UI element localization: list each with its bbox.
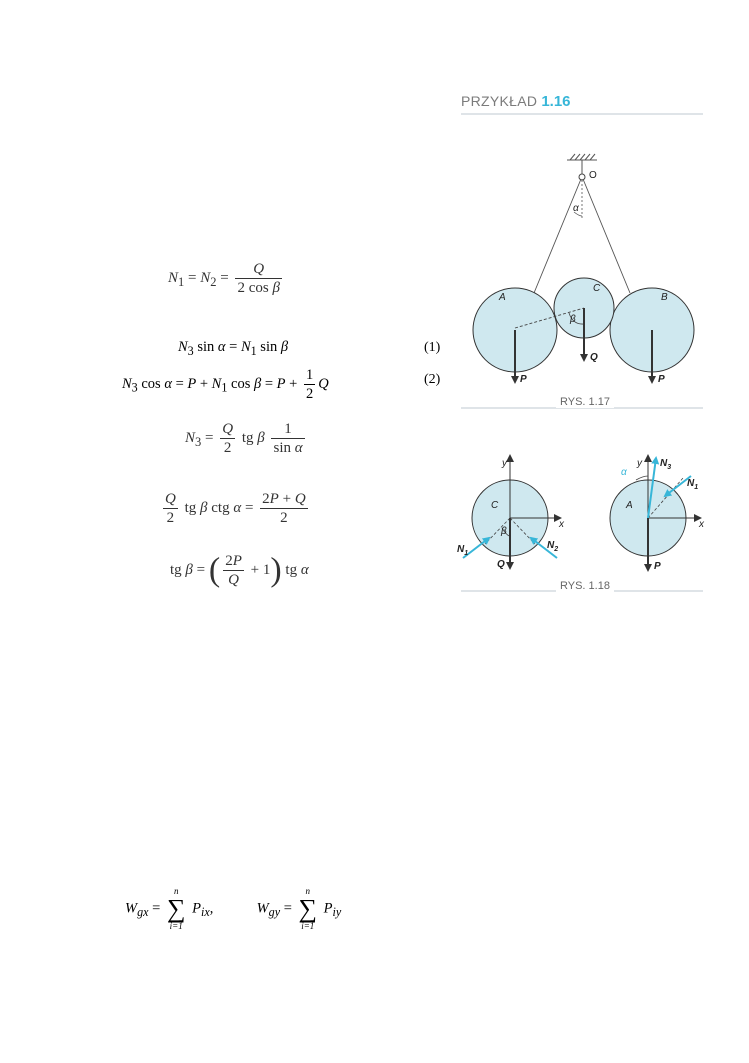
example-number: 1.16 bbox=[541, 93, 571, 110]
figure-1-18 bbox=[455, 450, 710, 578]
label-alpha-fbd: α bbox=[621, 467, 627, 478]
label-x-right: x bbox=[699, 519, 704, 530]
label-n1-right: $N_1$ bbox=[687, 478, 699, 491]
label-n2-left: $N_2$ bbox=[547, 540, 559, 553]
label-beta-fbd: β bbox=[501, 526, 507, 537]
label-p-fbd: P bbox=[654, 561, 661, 572]
string-a bbox=[534, 179, 581, 293]
example-label: PRZYKŁAD bbox=[461, 93, 538, 109]
equation-2-number: (2) bbox=[424, 372, 441, 387]
equation-resultant: $W_{gx}$ = n ∑ i=1 $P_{ix}$, $W_{gy}$ = n ∑ i=1 $P_{iy}$ bbox=[125, 886, 342, 931]
label-x-left: x bbox=[559, 519, 564, 530]
label-a: A bbox=[499, 292, 506, 303]
label-q: Q bbox=[590, 352, 598, 363]
pivot-o bbox=[579, 174, 585, 180]
equation-2: $N_3$ $\cos \alpha = P + N_1$ cos β = P + $\frac{1}{2}$ Q bbox=[122, 367, 329, 402]
label-y-left: y bbox=[502, 458, 507, 469]
label-p-right: P bbox=[658, 374, 665, 385]
equation-n3: $N_3$ = $\frac{Q}{2}$ tg β $\frac{1}{\text{sin α}}$ bbox=[185, 421, 303, 456]
label-a-fbd: A bbox=[626, 500, 633, 511]
fig118-caption: RYS. 1.18 bbox=[556, 580, 614, 592]
label-q-fbd: Q bbox=[497, 559, 505, 570]
example-heading bbox=[461, 93, 571, 111]
equation-1-number: (1) bbox=[424, 340, 441, 355]
equation-n1-n2: $N_1 = N_2$ = $\frac{Q}{\text{2 cos β}}$ bbox=[168, 261, 280, 296]
heading-rule bbox=[461, 113, 703, 115]
equation-1: $N_3$ $\sin \alpha = N_1$ sin β bbox=[178, 339, 289, 358]
label-b: B bbox=[661, 292, 668, 303]
label-n3: $N_3$ bbox=[660, 458, 672, 471]
label-o: O bbox=[589, 170, 597, 181]
label-c-fbd: C bbox=[491, 500, 499, 511]
label-alpha: α bbox=[573, 203, 579, 214]
equation-tg-ctg: $\frac{Q}{2}$ tg β ctg α = $\frac{2P + Q}{2}$ bbox=[165, 491, 306, 526]
string-b bbox=[583, 179, 630, 293]
fig117-caption: RYS. 1.17 bbox=[556, 396, 614, 408]
label-c: C bbox=[593, 283, 601, 294]
label-beta: β bbox=[570, 314, 576, 325]
label-y-right: y bbox=[637, 458, 642, 469]
label-n1-left: $N_1$ bbox=[457, 544, 469, 557]
figure-1-17 bbox=[455, 150, 710, 385]
label-p-left: P bbox=[520, 374, 527, 385]
equation-tg-beta: tg β = ( $\frac{2P}{Q}$ + 1) tg α bbox=[170, 551, 309, 589]
